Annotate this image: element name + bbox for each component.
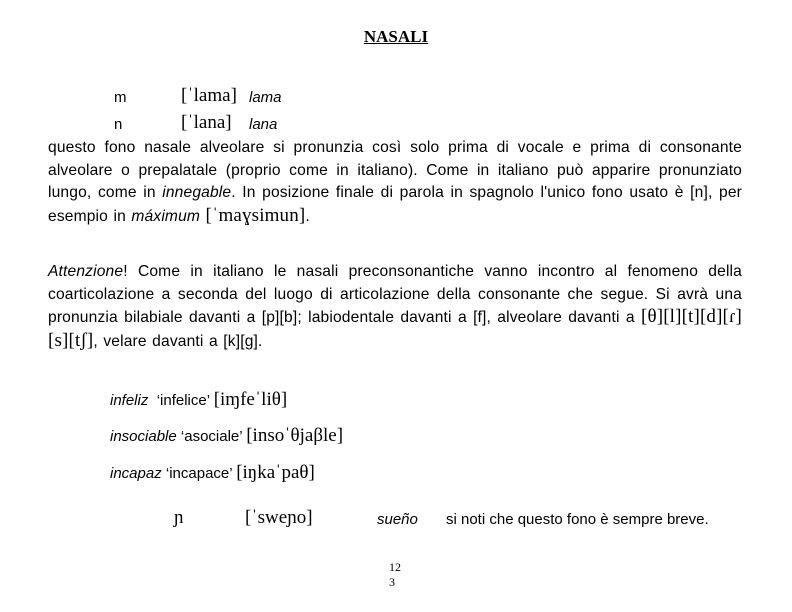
ipa-sueno: [ˈsweɲo]: [245, 507, 313, 528]
ipa-lama: [ˈlama]: [181, 85, 237, 106]
example-gloss: ‘asociale’: [180, 428, 243, 445]
example-row: [110, 389, 287, 411]
paragraph-coarticulation: [48, 261, 742, 353]
example-ipa: [iɱfeˈliθ]: [213, 389, 288, 410]
paragraph-alveolar-end: .: [305, 207, 310, 225]
example-word: insociable: [110, 428, 177, 445]
example-gloss: ‘incapace’: [165, 465, 233, 482]
example-row: [110, 425, 343, 447]
paragraph-coarticulation-end: , velare davanti a [k][g].: [93, 332, 263, 350]
example-word: infeliz: [110, 392, 149, 409]
symbol-m: m: [114, 89, 127, 106]
word-lama: lama: [249, 89, 282, 106]
paragraph-alveolar-text: questo fono nasale alveolare si pronunzia così solo prima di vocale e prima di consonante alveolare o prepalatale (proprio come in italiano). Come in italiano può apparire pronunziato lungo, come in: [48, 139, 742, 201]
page-number: [389, 560, 401, 590]
example-innegable: innegable: [162, 184, 232, 201]
paragraph-alveolar: [48, 137, 742, 228]
symbol-n: n: [114, 116, 123, 133]
page-title: NASALI: [363, 27, 429, 46]
example-row: [110, 462, 315, 484]
ipa-maximum: [ˈmaɣsimun]: [205, 204, 306, 226]
page-number-line-2: 3: [389, 575, 395, 589]
note-always-short: si noti che questo fono è sempre breve.: [446, 511, 709, 528]
example-ipa: [iŋkaˈpaθ]: [236, 462, 315, 483]
paragraph-alveolar-text-2: . In posizione finale di parola in spagnolo l'unico fono usato è [n], per esempio in: [48, 184, 742, 225]
attenzione-label: Attenzione: [48, 263, 124, 280]
symbol-palatal-nasal: ɲ: [174, 507, 184, 528]
ipa-alveolar-list: [θ][l][t][d][ɾ][s][tʃ]: [48, 306, 742, 351]
paragraph-coarticulation-text: ! Come in italiano le nasali preconsonantiche vanno incontro al fenomeno della coarticolazione a seconda del luogo di articolazione della consonante che segue. Si avrà una pronunzia bilabiale davanti a [p][b]; labiodentale davanti a [f], alveolare davanti a: [48, 263, 742, 326]
word-lana: lana: [249, 116, 278, 133]
ipa-lana: [ˈlana]: [181, 112, 232, 133]
word-sueno: sueño: [377, 511, 418, 528]
example-word: incapaz: [110, 465, 162, 482]
page-number-line-1: 12: [389, 560, 401, 574]
example-ipa: [insoˈθjaβle]: [246, 425, 344, 446]
example-maximum: máximum: [131, 207, 201, 225]
example-gloss: ‘infelice’: [156, 392, 210, 409]
